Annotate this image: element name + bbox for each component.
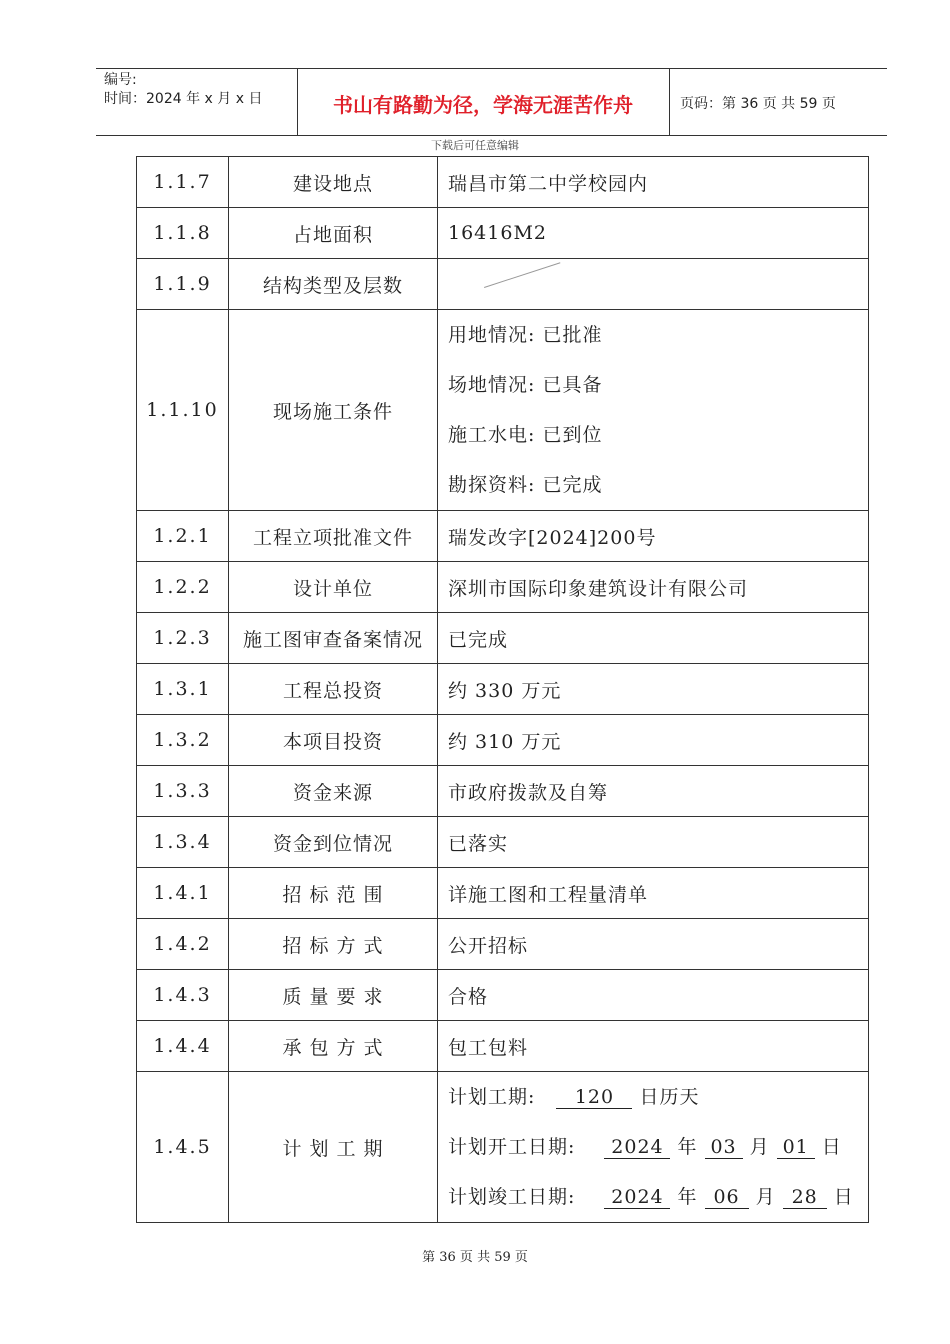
row-value: 公开招标	[438, 919, 869, 970]
schedule-cell	[438, 1072, 869, 1223]
row-value: 约 330 万元	[438, 664, 869, 715]
row-item: 计 划 工 期	[229, 1072, 438, 1223]
row-item: 建设地点	[229, 157, 438, 208]
row-item: 施工图审查备案情况	[229, 613, 438, 664]
header-bottom-rule	[96, 135, 887, 136]
header-motto: 书山有路勤为径，学海无涯苦作舟	[333, 93, 633, 117]
row-item: 资金到位情况	[229, 817, 438, 868]
row-item: 质 量 要 求	[229, 970, 438, 1021]
row-value: 详施工图和工程量清单	[438, 868, 869, 919]
row-item: 招 标 范 围	[229, 868, 438, 919]
row-code: 1.1.9	[137, 259, 229, 310]
start-year: 2024	[604, 1136, 670, 1159]
end-year: 2024	[604, 1186, 670, 1209]
row-item: 工程立项批准文件	[229, 511, 438, 562]
table-row	[137, 259, 869, 310]
month-unit: 月	[755, 1186, 776, 1208]
row-value: 合格	[438, 970, 869, 1021]
end-day: 28	[783, 1186, 827, 1209]
table-row	[137, 970, 869, 1021]
table-row	[137, 208, 869, 259]
row-value: 已完成	[438, 613, 869, 664]
row-value: 已落实	[438, 817, 869, 868]
start-label: 计划开工日期:	[448, 1136, 576, 1158]
row-code: 1.1.7	[137, 157, 229, 208]
row-item: 资金来源	[229, 766, 438, 817]
table-row	[137, 511, 869, 562]
duration-days: 120	[556, 1086, 632, 1109]
page-footer: 第 36 页 共 59 页	[422, 1250, 528, 1265]
row-code: 1.4.4	[137, 1021, 229, 1072]
duration-label: 计划工期:	[448, 1086, 536, 1108]
row-code: 1.4.5	[137, 1072, 229, 1223]
start-day: 01	[777, 1136, 815, 1159]
row-code: 1.1.10	[137, 310, 229, 511]
row-item: 招 标 方 式	[229, 919, 438, 970]
schedule-start-line	[448, 1122, 868, 1172]
site-condition-line: 用地情况: 已批准	[448, 324, 603, 346]
row-code: 1.4.2	[137, 919, 229, 970]
site-condition-line: 施工水电: 已到位	[448, 424, 603, 446]
day-unit: 日	[833, 1186, 854, 1208]
row-item: 设计单位	[229, 562, 438, 613]
stray-pen-stroke	[484, 262, 560, 288]
project-info-table	[136, 156, 869, 1223]
end-month: 06	[705, 1186, 749, 1209]
table-row	[137, 868, 869, 919]
schedule-duration-line	[448, 1072, 868, 1122]
site-condition-line: 场地情况: 已具备	[448, 374, 603, 396]
row-item: 本项目投资	[229, 715, 438, 766]
row-code: 1.2.3	[137, 613, 229, 664]
table-row	[137, 562, 869, 613]
header-top-rule	[96, 68, 887, 69]
table-row	[137, 157, 869, 208]
row-value: 瑞昌市第二中学校园内	[438, 157, 869, 208]
row-code: 1.3.3	[137, 766, 229, 817]
table-row	[137, 766, 869, 817]
row-value: 16416M2	[438, 208, 869, 259]
row-item: 现场施工条件	[229, 310, 438, 511]
site-conditions-cell	[438, 310, 869, 511]
row-item: 工程总投资	[229, 664, 438, 715]
time-label: 时间：2024 年 x 月 x 日	[104, 91, 263, 107]
row-value: 市政府拨款及自筹	[438, 766, 869, 817]
day-unit: 日	[821, 1136, 842, 1158]
table-row	[137, 919, 869, 970]
table-row	[137, 613, 869, 664]
month-unit: 月	[749, 1136, 770, 1158]
header-meta	[104, 71, 262, 109]
row-code: 1.3.2	[137, 715, 229, 766]
row-value: 瑞发改字[2024]200号	[438, 511, 869, 562]
row-code: 1.1.8	[137, 208, 229, 259]
row-item: 承 包 方 式	[229, 1021, 438, 1072]
schedule-end-line	[448, 1172, 868, 1222]
row-item: 占地面积	[229, 208, 438, 259]
row-code: 1.4.1	[137, 868, 229, 919]
row-code: 1.3.4	[137, 817, 229, 868]
end-label: 计划竣工日期:	[448, 1186, 576, 1208]
row-value: 包工包料	[438, 1021, 869, 1072]
year-unit: 年	[677, 1136, 698, 1158]
table-row	[137, 1072, 869, 1223]
row-value: 深圳市国际印象建筑设计有限公司	[438, 562, 869, 613]
duration-unit: 日历天	[639, 1086, 700, 1108]
row-code: 1.4.3	[137, 970, 229, 1021]
site-condition-line: 勘探资料: 已完成	[448, 474, 603, 496]
table-row	[137, 817, 869, 868]
row-item: 结构类型及层数	[229, 259, 438, 310]
download-note: 下载后可任意编辑	[431, 139, 519, 152]
row-value-empty	[438, 259, 869, 310]
year-unit: 年	[677, 1186, 698, 1208]
table-row	[137, 715, 869, 766]
table-row	[137, 664, 869, 715]
table-row	[137, 310, 869, 511]
header-divider-right	[669, 68, 670, 135]
row-value: 约 310 万元	[438, 715, 869, 766]
header-page-info: 页码：第 36 页 共 59 页	[680, 96, 836, 112]
row-code: 1.2.2	[137, 562, 229, 613]
table-row	[137, 1021, 869, 1072]
row-code: 1.3.1	[137, 664, 229, 715]
start-month: 03	[705, 1136, 743, 1159]
serial-label: 编号:	[104, 72, 137, 88]
row-code: 1.2.1	[137, 511, 229, 562]
